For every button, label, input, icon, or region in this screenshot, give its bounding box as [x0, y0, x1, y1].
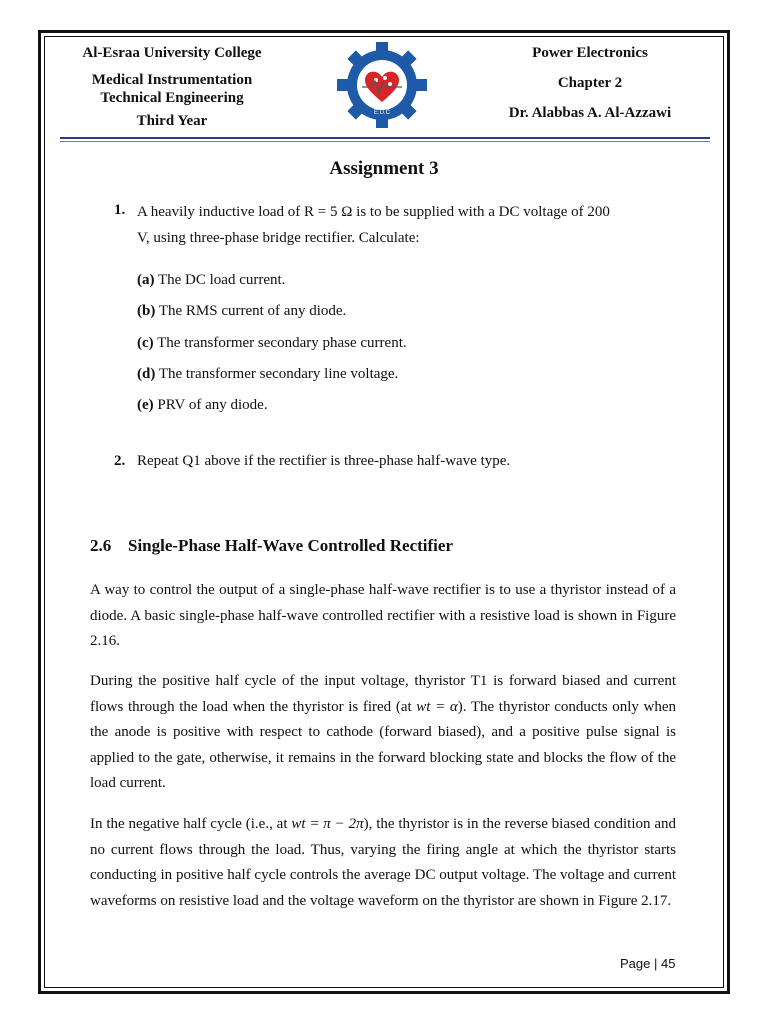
paragraph-1: A way to control the output of a single-phase half-wave rectifier is to use a thyristor instead of a diode. A basic single-phase half-wave controlled rectifier with a resistive load is shown in Figure 2.16.: [90, 582, 676, 649]
question-2-number: 2.: [114, 453, 126, 469]
header-rule: [60, 137, 710, 139]
header-department-line2: Technical Engineering: [100, 90, 244, 106]
part-a: (a) The DC load current.: [137, 272, 286, 288]
header-chapter: Chapter 2: [557, 75, 623, 91]
header-right: [480, 44, 700, 134]
header-year: Third Year: [136, 113, 208, 129]
question-1-line2: V, using three-phase bridge rectifier. Calculate:: [137, 230, 420, 246]
assignment-title: Assignment 3: [329, 158, 439, 179]
header-department: Medical Instrumentation: [91, 72, 253, 88]
part-e: (e) PRV of any diode.: [137, 397, 268, 413]
header-left: [62, 44, 282, 130]
paragraph-2: During the positive half cycle of the input voltage, thyristor T1 is forward biased and current flows through the load when the thyristor is fired (at wt = α). The thyristor conducts only when the anode is positive with respect to cathode (forward biased), and a positive pulse signal is applied to the gate, otherwise, it remains in the forward blocking state and blocks the flow of the load current.: [90, 673, 676, 791]
question-1-line1: A heavily inductive load of R = 5 Ω is to be supplied with a DC voltage of 200: [137, 204, 610, 220]
header-university: Al-Esraa University College: [82, 45, 262, 61]
section-number: 2.6: [90, 536, 112, 555]
header-rule-thin: [60, 141, 710, 142]
question-1-number: 1.: [114, 202, 126, 218]
math-negative-cycle: wt = π − 2π: [291, 816, 364, 832]
question-1-text: [137, 199, 677, 251]
part-d: (d) The transformer secondary line voltage.: [137, 366, 399, 382]
college-logo: [332, 40, 432, 130]
part-b: (b) The RMS current of any diode.: [137, 303, 347, 319]
section-title: Single-Phase Half-Wave Controlled Rectifier: [128, 536, 453, 555]
question-2-text: Repeat Q1 above if the rectifier is three-phase half-wave type.: [137, 453, 511, 469]
math-firing-angle: wt = α: [416, 698, 458, 715]
header-author: Dr. Alabbas A. Al-Azzawi: [508, 105, 672, 121]
paragraph-3: In the negative half cycle (i.e., at wt = π − 2π), the thyristor is in the reverse biased condition and no current flows through the load. Thus, varying the firing angle at which the thyristor starts conducting in positive half cycle controls the average DC output voltage. The voltage and current waveforms on resistive load and the voltage waveform on the thyristor are shown in Figure 2.17.: [90, 816, 676, 909]
part-c: (c) The transformer secondary phase current.: [137, 335, 407, 351]
page-number: Page | 45: [620, 956, 676, 971]
header-course: Power Electronics: [532, 45, 648, 61]
logo-text: E.U.C: [373, 110, 391, 116]
section-heading: [90, 536, 453, 556]
